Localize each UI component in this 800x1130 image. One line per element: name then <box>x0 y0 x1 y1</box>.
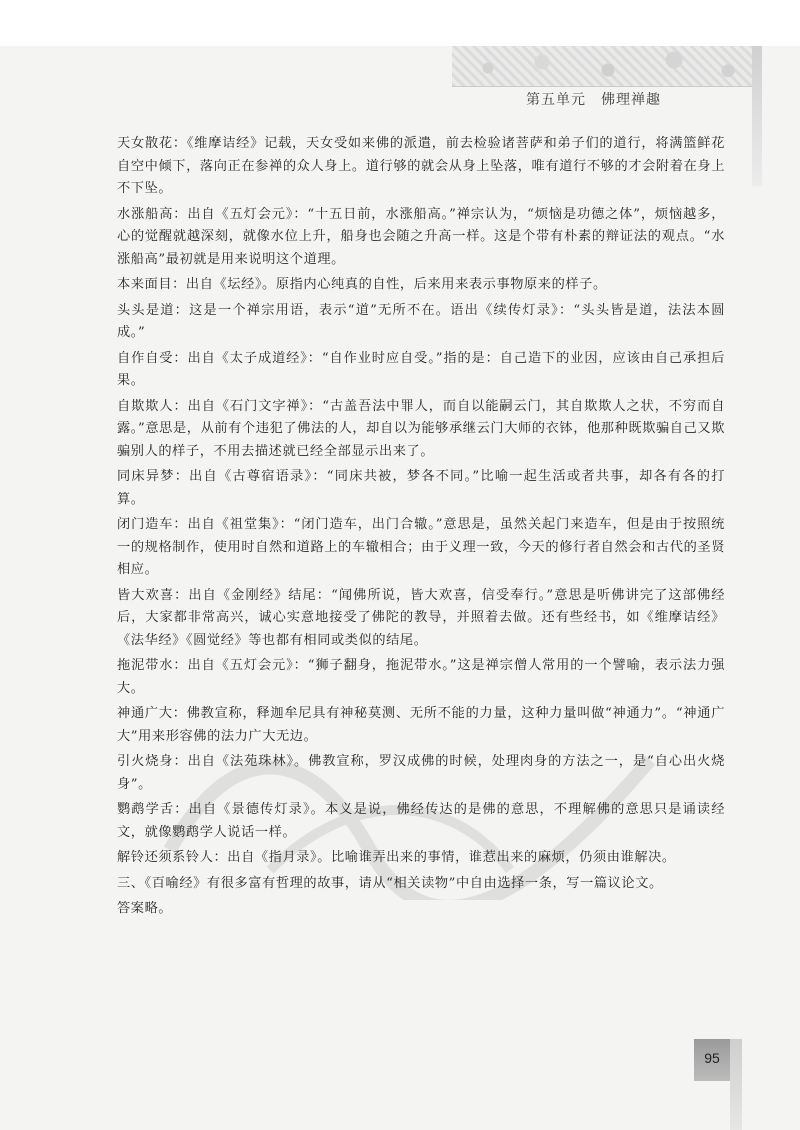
exercise-three: 三、《百喻经》有很多富有哲理的故事，请从“相关读物”中自由选择一条，写一篇议论文。 <box>117 875 663 891</box>
running-header: 第五单元 佛理禅趣 <box>526 92 661 108</box>
entry-bimen-zaoche: 闭门造车：出自《祖堂集》：“闭门造车，出门合辙。”意思是，虽然关起门来造车，但是由于按照统一的规格制作，使用时自然和道路上的车辙相合；由于义理一致，今天的修行者自然会和古代的圣贤相应。 <box>117 517 725 577</box>
entry-tongchuang-yimeng: 同床异梦：出自《古尊宿语录》：“同床共被，梦各不同。”比喻一起生活或者共事，却各有各的打算。 <box>117 469 725 507</box>
answer-note: 答案略。 <box>117 901 173 916</box>
entry-benlai-mianmu: 本来面目：出自《坛经》。原指内心纯真的自性，后来用来表示事物原来的样子。 <box>117 277 607 292</box>
top-margin <box>0 0 800 46</box>
entry-tuoni-daishui: 拖泥带水：出自《五灯会元》：“狮子翻身，拖泥带水。”这是禅宗僧人常用的一个譬喻，表示法力强大。 <box>117 658 725 696</box>
entry-jieling-xiling: 解铃还须系铃人：出自《指月录》。比喻谁弄出来的事情，谁惹出来的麻烦，仍须由谁解决。 <box>117 850 676 865</box>
page-edge-strip <box>730 1039 742 1130</box>
entry-shuizhang-chuangao: 水涨船高：出自《五灯会元》：“十五日前，水涨船高。”禅宗认为，“烦恼是功德之体”，烦恼越多，心的觉醒就越深刻，就像水位上升，船身也会随之升高一样。这是个带有朴素的辩证法的观点。“水涨船高”最初就是用来说明这个道理。 <box>117 206 725 267</box>
entry-tiannv-sanhua: 天女散花：《维摩诘经》记载，天女受如来佛的派遣，前去检验诸菩萨和弟子们的道行，将满篮鲜花自空中倾下，落向正在参禅的众人身上。道行够的就会从身上坠落，唯有道行不够的才会附着在身上不下坠。 <box>117 136 725 196</box>
entry-yinhuo-shaoshen: 引火烧身：出自《法苑珠林》。佛教宣称，罗汉成佛的时候，处理肉身的方法之一，是“自心出火烧身”。 <box>117 754 725 792</box>
entry-toutou-shidao: 头头是道：这是一个禅宗用语，表示“道”无所不在。语出《续传灯录》：“头头皆是道，法法本圆成。” <box>117 302 725 340</box>
entry-yingwu-xueshe: 鹦鹉学舌：出自《景德传灯录》。本义是说，佛经传达的是佛的意思，不理解佛的意思只是诵读经文，就像鹦鹉学人说话一样。 <box>117 802 725 840</box>
entry-ziqi-qiren: 自欺欺人：出自《石门文字禅》：“古盖吾法中罪人，而自以能嗣云门，其自欺欺人之状，不穷而自露。”意思是，从前有个违犯了佛法的人，却自以为能够承继云门大师的衣钵，他那种既欺骗自己又欺骗别人的样子，不用去描述就已经全部显示出来了。 <box>117 398 725 459</box>
entry-shentong-guangda: 神通广大：佛教宣称，释迦牟尼具有神秘莫测、无所不能的力量，这种力量叫做“神通力”。“神通广大”用来形容佛的法力广大无边。 <box>117 706 725 744</box>
entry-jieda-huanxi: 皆大欢喜：出自《金刚经》结尾：“闻佛所说，皆大欢喜，信受奉行。”意思是听佛讲完了这部佛经后，大家都非常高兴，诚心实意地接受了佛陀的教导，并照着去做。还有些经书，如《维摩诘经》《法华经》《圆觉经》等也都有相同或类似的结尾。 <box>117 587 725 648</box>
header-edge-strip <box>752 46 762 186</box>
header-ornament <box>452 46 752 87</box>
body-text <box>117 133 725 924</box>
page-number: 95 <box>704 1050 720 1066</box>
entry-zizuo-zishou: 自作自受：出自《太子成道经》：“自作业时应自受。”指的是：自己造下的业因，应该由自己承担后果。 <box>117 350 725 388</box>
